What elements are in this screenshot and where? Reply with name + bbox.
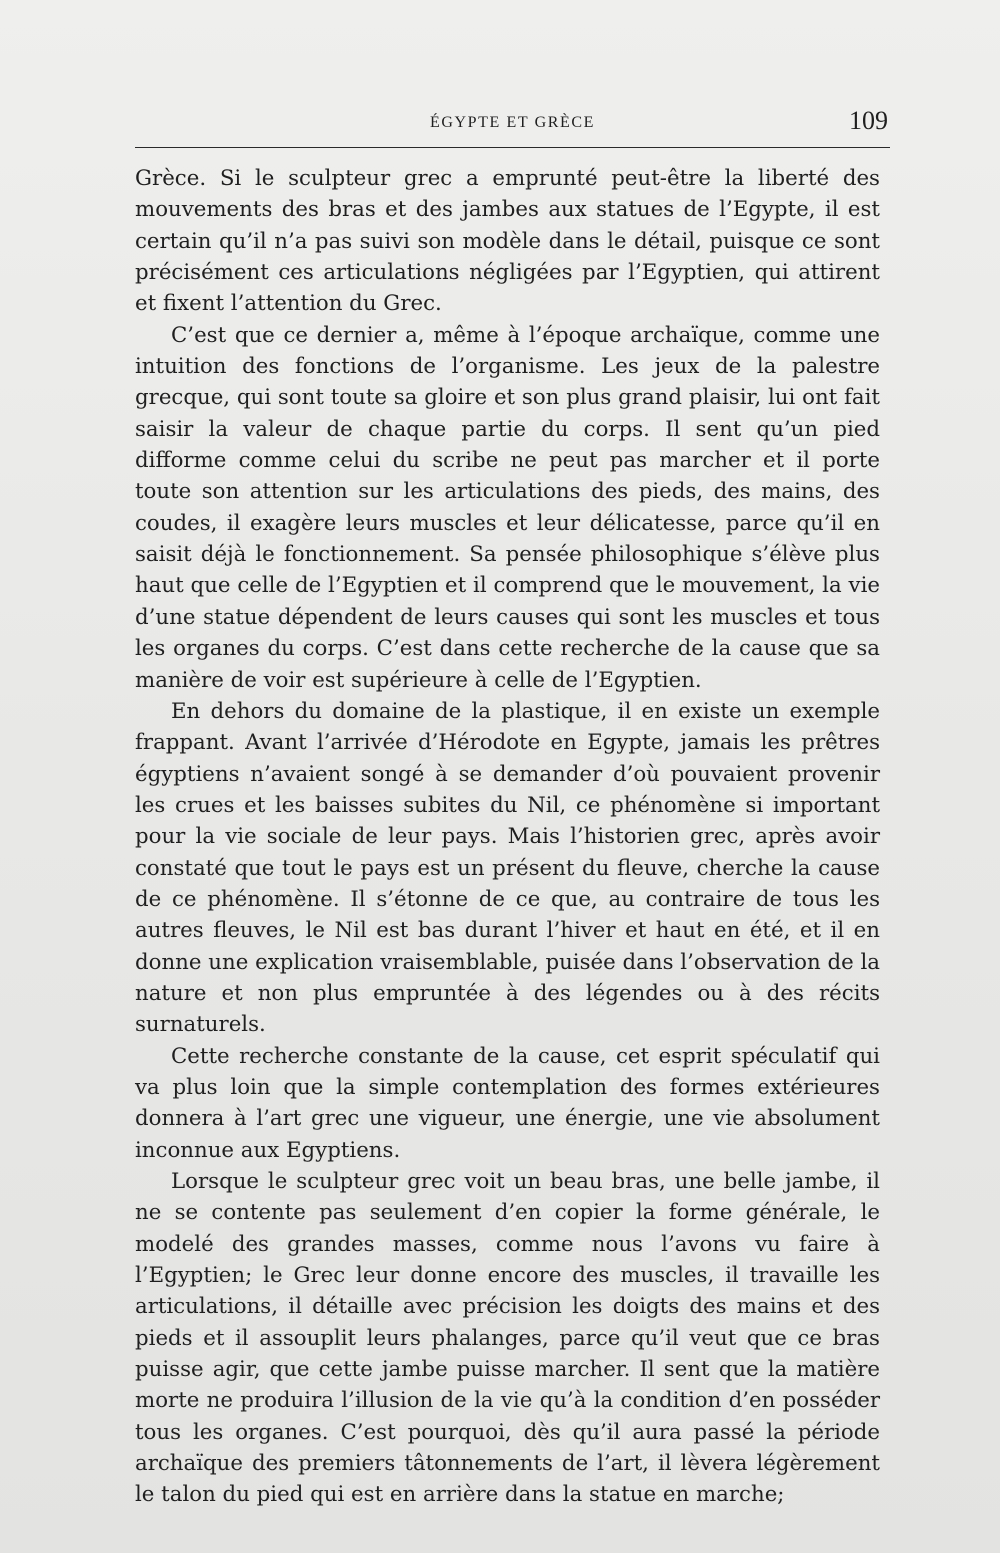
page-number: 109 — [849, 106, 888, 135]
paragraph: Lorsque le sculpteur grec voit un beau bras, une belle jambe, il ne se contente pas seulement d’en copier la forme générale, le modelé des grandes masses, comme nous l’avons vu faire à l’Egyptien; le Grec leur donne encore des muscles, il travaille les articulations, il détaille avec précision les doigts des mains et des pieds et il assouplit leurs phalanges, parce qu’il veut que ce bras puisse agir, que cette jambe puisse marcher. Il sent que la matière morte ne produira l’illusion de la vie qu’à la condition d’en posséder tous les organes. C’est pourquoi, dès qu’il aura passé la période archaïque des premiers tâtonnements de l’art, il lèvera légèrement le talon du pied qui est en arrière dans la statue en marche; — [135, 1169, 880, 1508]
paragraph: Cette recherche constante de la cause, cet esprit spéculatif qui va plus loin que la simple contemplation des formes extérieures donnera à l’art grec une vigueur, une énergie, une vie absolument inconnue aux Egyptiens. — [135, 1043, 880, 1163]
running-head — [135, 106, 890, 146]
paragraph: C’est que ce dernier a, même à l’époque archaïque, comme une intuition des fonctions de l’organisme. Les jeux de la palestre grecque, qui sont toute sa gloire et son plus grand plaisir, lui ont fait saisir la valeur de chaque partie du corps. Il sent qu’un pied difforme comme celui du scribe ne peut pas marcher et il porte toute son attention sur les articulations des pieds, des mains, des coudes, il exagère leurs muscles et leur délicatesse, parce qu’il en saisit déjà le fonctionnement. Sa pensée philosophique s’élève plus haut que celle de l’Egyptien et il comprend que le mouvement, la vie d’une statue dépendent de leurs causes qui sont les muscles et tous les organes du corps. C’est dans cette recherche de la cause que sa manière de voir est supérieure à celle de l’Egyptien. — [135, 322, 880, 693]
header-rule — [135, 147, 890, 148]
running-title: ÉGYPTE ET GRÈCE — [429, 114, 596, 131]
paragraph-continuation: Grèce. Si le sculpteur grec a emprunté peut-être la liberté des mouvements des bras et des jambes aux statues de l’Egypte, il est certain qu’il n’a pas suivi son modèle dans le détail, puisque ce sont précisément ces articulations négligées par l’Egyptien, qui attirent et fixent l’attention du Grec. — [135, 166, 880, 317]
body-text — [135, 163, 880, 1511]
paragraph: En dehors du domaine de la plastique, il en existe un exemple frappant. Avant l’arrivée d’Hérodote en Egypte, jamais les prêtres égyptiens n’avaient songé à se demander d’où pouvaient provenir les crues et les baisses subites du Nil, ce phénomène si important pour la vie sociale de leur pays. Mais l’historien grec, après avoir constaté que tout le pays est un présent du fleuve, cherche la cause de ce phénomène. Il s’étonne de ce que, au contraire de tous les autres fleuves, le Nil est bas durant l’hiver et haut en été, et il en donne une explication vraisemblable, puisée dans l’observation de la nature et non plus empruntée à des légendes ou à des récits surnaturels. — [135, 698, 880, 1038]
